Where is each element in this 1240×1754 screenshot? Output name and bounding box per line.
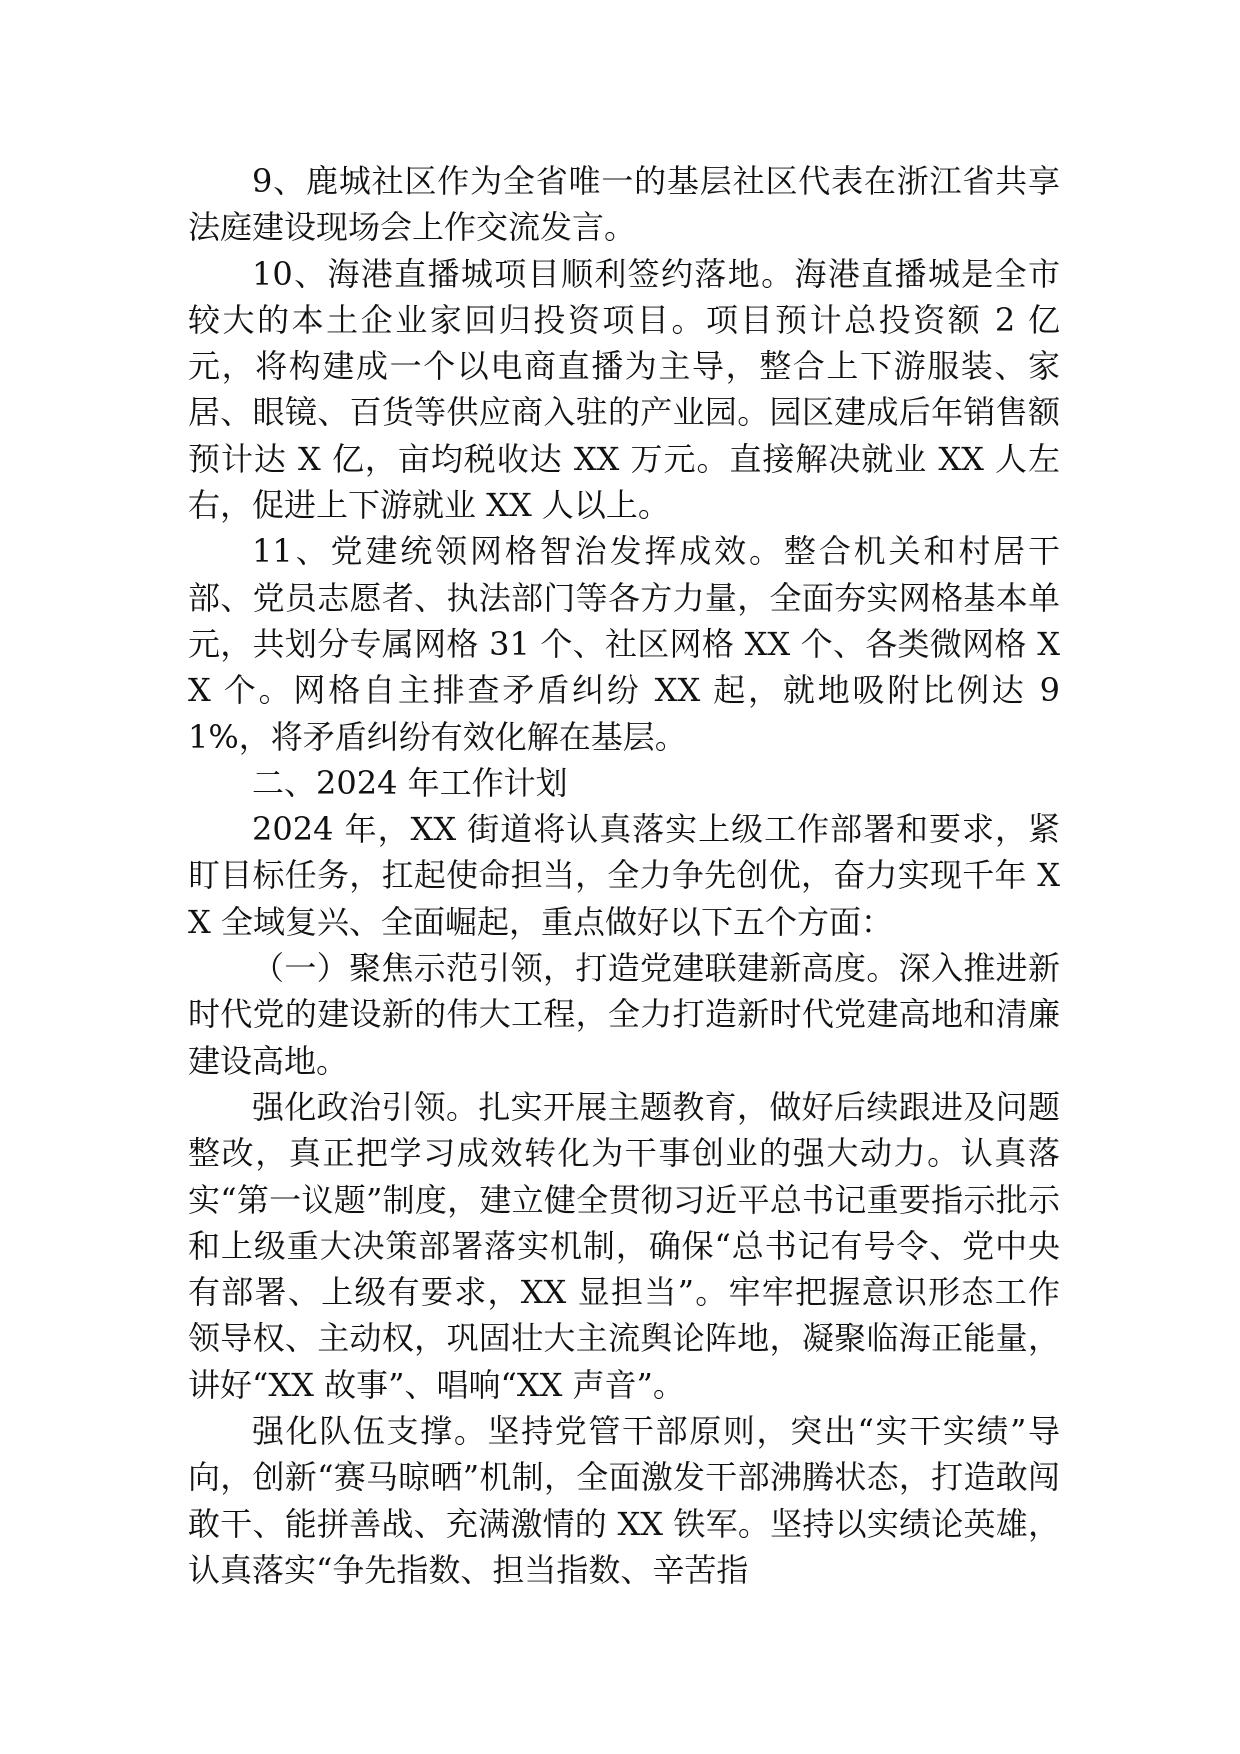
document-body (188, 158, 1060, 1593)
paragraph-item-10: 10、海港直播城项目顺利签约落地。海港直播城是全市较大的本土企业家回归投资项目。项目预计总投资额 2 亿元，将构建成一个以电商直播为主导，整合上下游服装、家居、眼镜、百货等供应商入驻的产业园。园区建成后年销售额预计达 X 亿，亩均税收达 XX 万元。直接解决就业 XX 人左右，促进上下游就业 XX 人以上。 (188, 254, 1060, 525)
subsection-heading-1: （一）聚焦示范引领，打造党建联建新高度。深入推进新时代党的建设新的伟大工程，全力打造新时代党建高地和清廉建设高地。 (188, 949, 1060, 1080)
political-guidance-paragraph: 强化政治引领。扎实开展主题教育，做好后续跟进及问题整改，真正把学习成效转化为干事创业的强大动力。认真落实“第一议题”制度，建立健全贯彻习近平总书记重要指示批示和上级重大决策部署落实机制，确保“总书记有号令、党中央有部署、上级有要求，XX 显担当”。牢牢把握意识形态工作领导权、主动权，巩固壮大主流舆论阵地，凝聚临海正能量，讲好“XX 故事”、唱响“XX 声音”。 (188, 1087, 1060, 1404)
team-support-paragraph: 强化队伍支撑。坚持党管干部原则，突出“实干实绩”导向，创新“赛马晾晒”机制，全面激发干部沸腾状态，打造敢闯敢干、能拼善战、充满激情的 XX 铁军。坚持以实绩论英雄，认真落实“争先指数、担当指数、辛苦指 (188, 1412, 1060, 1589)
paragraph-item-9: 9、鹿城社区作为全省唯一的基层社区代表在浙江省共享法庭建设现场会上作交流发言。 (188, 162, 1060, 247)
section-heading-2024-plan: 二、2024 年工作计划 (252, 763, 568, 802)
paragraph-item-11: 11、党建统领网格智治发挥成效。整合机关和村居干部、党员志愿者、执法部门等各方力量，全面夯实网格基本单元，共划分专属网格 31 个、社区网格 XX 个、各类微网格 XX 个。网格自主排查矛盾纠纷 XX 起，就地吸附比例达 91%，将矛盾纠纷有效化解在基层。 (188, 532, 1060, 756)
plan-intro-paragraph: 2024 年，XX 街道将认真落实上级工作部署和要求，紧盯目标任务，扛起使命担当，全力争先创优，奋力实现千年 XX 全域复兴、全面崛起，重点做好以下五个方面： (188, 810, 1060, 941)
